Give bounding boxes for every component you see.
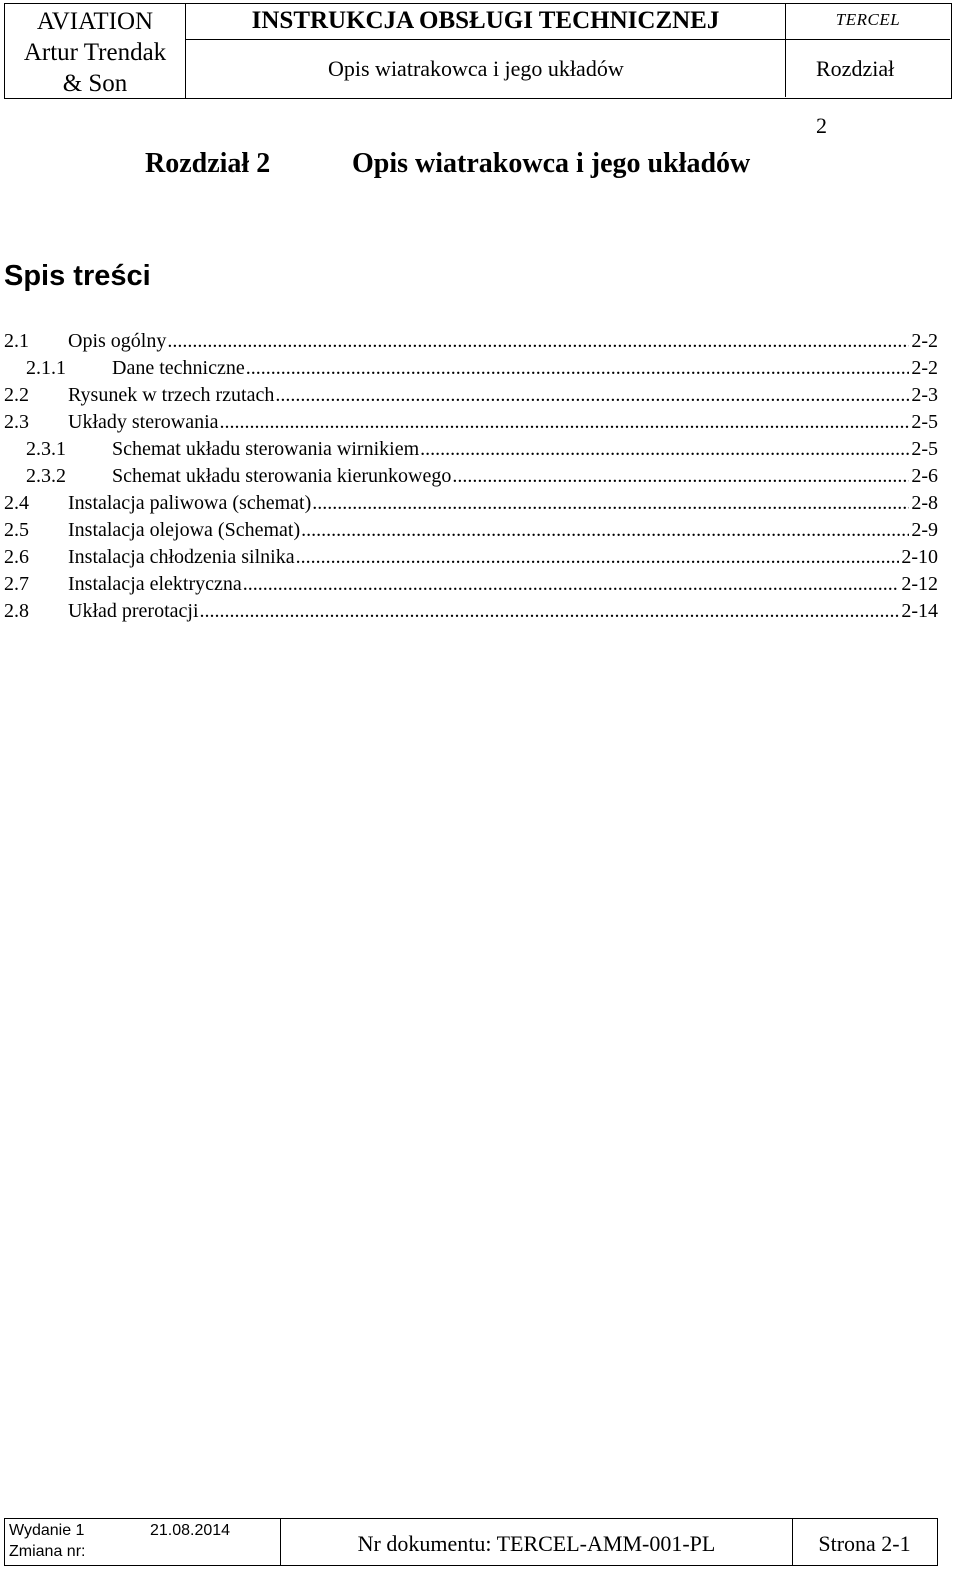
toc-entry-page: 2-2 <box>911 330 938 352</box>
table-of-contents <box>4 328 938 625</box>
toc-entry-title: Opis ogólny <box>68 330 167 352</box>
toc-entry-page: 2-12 <box>901 573 938 595</box>
toc-entry-number: 2.3.1 <box>26 438 66 460</box>
toc-entry-number: 2.6 <box>4 546 29 568</box>
toc-entry[interactable] <box>4 490 938 517</box>
toc-dot-leader <box>243 571 900 598</box>
toc-entry-page: 2-6 <box>911 465 938 487</box>
toc-entry[interactable] <box>4 598 938 625</box>
toc-entry-number: 2.3.2 <box>26 465 66 487</box>
toc-entry[interactable] <box>4 544 938 571</box>
toc-entry[interactable] <box>4 436 938 463</box>
toc-entry[interactable] <box>4 409 938 436</box>
company-line: Artur Trendak <box>23 39 167 66</box>
toc-entry[interactable] <box>4 355 938 382</box>
document-number: Nr dokumentu: TERCEL-AMM-001-PL <box>281 1519 793 1565</box>
toc-dot-leader <box>420 436 909 463</box>
toc-dot-leader <box>246 355 910 382</box>
toc-dot-leader <box>301 517 909 544</box>
toc-entry-number: 2.4 <box>4 492 29 514</box>
edition-label: Wydanie 1 <box>9 1522 85 1539</box>
toc-entry-page: 2-9 <box>911 519 938 541</box>
manual-title: INSTRUKCJA OBSŁUGI TECHNICZNEJ <box>186 4 786 40</box>
toc-entry-number: 2.7 <box>4 573 29 595</box>
company-line: & Son <box>62 70 128 97</box>
toc-dot-leader <box>452 463 909 490</box>
page-number: Strona 2-1 <box>818 1531 911 1556</box>
toc-dot-leader <box>220 409 910 436</box>
change-label: Zmiana nr: <box>9 1543 86 1560</box>
toc-entry-number: 2.1 <box>4 330 29 352</box>
toc-entry-title: Instalacja chłodzenia silnika <box>68 546 295 568</box>
page-footer <box>4 1518 938 1566</box>
toc-entry-number: 2.2 <box>4 384 29 406</box>
toc-dot-leader <box>312 490 909 517</box>
toc-entry-page: 2-14 <box>901 600 938 622</box>
section-description: Opis wiatrakowca i jego układów <box>328 56 624 81</box>
toc-entry-number: 2.3 <box>4 411 29 433</box>
toc-entry-title: Rysunek w trzech rzutach <box>68 384 275 406</box>
toc-dot-leader <box>200 598 900 625</box>
page-header <box>4 3 952 138</box>
toc-heading: Spis treści <box>4 260 151 292</box>
toc-entry-title: Instalacja olejowa (Schemat) <box>68 519 301 541</box>
toc-entry-number: 2.5 <box>4 519 29 541</box>
toc-entry-title: Instalacja paliwowa (schemat) <box>68 492 312 514</box>
toc-entry-title: Schemat układu sterowania wirnikiem <box>112 438 420 460</box>
toc-dot-leader <box>167 328 909 355</box>
section-row <box>186 40 895 138</box>
toc-entry[interactable] <box>4 382 938 409</box>
toc-entry[interactable] <box>4 517 938 544</box>
toc-dot-leader <box>275 382 909 409</box>
edition-date: 21.08.2014 <box>150 1522 231 1539</box>
toc-entry-title: Układy sterowania <box>68 411 219 433</box>
toc-entry[interactable] <box>4 463 938 490</box>
toc-entry[interactable] <box>4 328 938 355</box>
toc-entry-title: Układ prerotacji <box>68 600 199 622</box>
toc-entry-page: 2-2 <box>911 357 938 379</box>
company-name <box>5 4 186 98</box>
toc-entry-page: 2-5 <box>911 411 938 433</box>
toc-entry[interactable] <box>4 571 938 598</box>
chapter-heading: Opis wiatrakowca i jego układów <box>352 148 751 179</box>
company-line: AVIATION <box>36 8 154 35</box>
edition-cell <box>5 1519 281 1565</box>
toc-entry-page: 2-3 <box>911 384 938 406</box>
toc-entry-page: 2-10 <box>901 546 938 568</box>
toc-entry-title: Instalacja elektryczna <box>68 573 242 595</box>
model-name: TERCEL <box>786 4 950 40</box>
toc-entry-page: 2-8 <box>911 492 938 514</box>
toc-dot-leader <box>296 544 900 571</box>
toc-entry-page: 2-5 <box>911 438 938 460</box>
toc-entry-title: Schemat układu sterowania kierunkowego <box>112 465 452 487</box>
chapter-reference: Rozdział 2 <box>816 56 895 138</box>
toc-entry-title: Dane techniczne <box>112 357 245 379</box>
toc-entry-number: 2.8 <box>4 600 29 622</box>
toc-entry-number: 2.1.1 <box>26 357 66 379</box>
header-empty-cell <box>786 40 950 97</box>
chapter-label: Rozdział 2 <box>145 148 271 179</box>
